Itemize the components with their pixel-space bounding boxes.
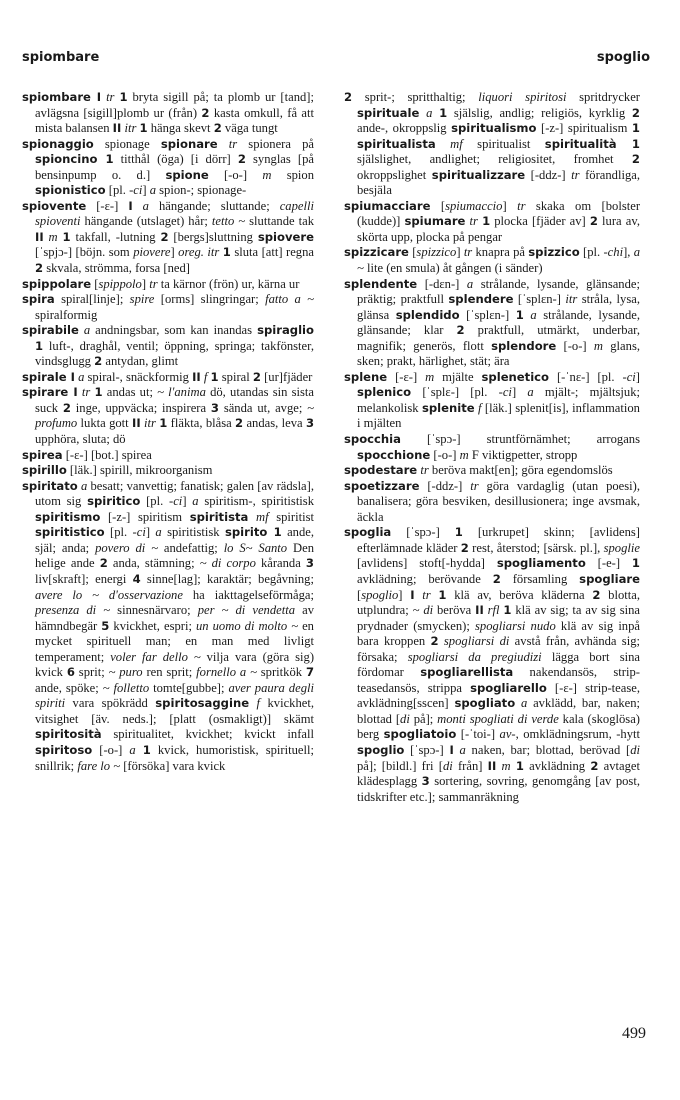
dictionary-entry: splendente [-dɛn-] a strålande, lysande, glänsande; präktig; praktfull splendere [ˈsplɛn-] itr stråla, lysa, glänsa splendido [ˈsplɛn-] 1 a strålande, lysande, glänsande; klar 2 praktfull, utmärkt, underbar, magnifik; generös, flott splendore [-o-] m glans, sken; prakt, härlighet, stät; ära <box>344 276 641 369</box>
dictionary-entry: spiritato a besatt; vanvettig; fanatisk; galen [av rädsla], utom sig spiritico [pl. -ci] a spiritism-, spiritistisk spiritismo [-z-] spiritism spiritista mf spiritist spiritistico [pl. -ci] a spiritistisk spirito 1 ande, själ; anda; povero di ~ andefattig; lo S~ Santo Den helige ande 2 anda, stämning; ~ di corpo kåranda 3 liv[skraft]; energi 4 sinne[lag]; karaktär; begåvning; avere lo ~ d'osservazione ha iakttagelseförmåga; presenza di ~ sinnesnärvaro; per ~ di vendetta av hämndbegär 5 kvickhet, espri; un uomo di molto ~ en mycket spirituell man; en man med livligt temperament; voler far dello ~ vilja vara (göra sig) kvick 6 sprit; ~ puro ren sprit; fornello a ~ spritkök 7 ande, spöke; ~ folletto tomte[gubbe]; aver paura degli spiriti vara spökrädd spiritosaggine f kvickhet, vitsighet [äv. neds.]; [platt (osmakligt)] skämt spiritosità spiritualitet, kvickhet; kvickt infall spiritoso [-o-] a 1 kvick, humoristisk, spirituell; snillrik; fare lo ~ [försöka] vara kvick <box>22 478 315 773</box>
dictionary-entry: spira spiral[linje]; spire [orms] slingringar; fatto a ~ spiralformig <box>22 292 314 322</box>
right-column <box>344 90 640 805</box>
dictionary-entry: spodestare tr beröva makt[en]; göra egendomslös <box>344 463 613 478</box>
dictionary-entry: spoglia [ˈspɔ-] 1 [urkrupet] skinn; [avlidens] efterlämnade kläder 2 rest, återstod; [särsk. pl.], spoglie [avlidens] stoft[-hydda] spogliamento [-e-] 1 avklädning; berövande 2 församling spogliare [spoglio] I tr 1 klä av, beröva kläderna 2 blotta, utplundra; ~ di beröva II rfl 1 klä av sig; ta av sig sina prydnader (smycken); spogliarsi nudo klä av sig inpå bara kroppen 2 spogliarsi di avstå från, avhända sig; försaka; spogliarsi da pregiudizi lägga bort sina fördomar spogliarellista nakendansös, strip-teasedansös, strippa spogliarello [-ɛ-] strip-tease, avklädning[sscen] spogliato a avklädd, bar, naken; blottad [di på]; monti spogliati di verde kala (skoglösa) berg spogliatoio [-ˈtoi-] av-, omklädningsrum, -hytt spoglio [ˈspɔ-] I a naken, bar; blottad, berövad [di på]; [bildl.] fri [di från] II m 1 avklädning 2 avtaget klädesplagg 3 sortering, sovring, genomgång [av post, tidskrifter etc.]; sammanräkning <box>344 525 641 804</box>
dictionary-entry: spirale I a spiral-, snäckformig II f 1 spiral 2 [ur]fjäder <box>22 369 313 384</box>
dictionary-entry: spocchia [ˈspɔ-] struntförnämhet; arrogans spocchione [-o-] m F viktigpetter, stropp <box>344 432 640 462</box>
page-number: 499 <box>622 1025 646 1042</box>
dictionary-entry: spiovente [-ɛ-] I a hängande; sluttande; capelli spioventi hängande (utslaget) hår; tetto ~ sluttande tak II m 1 takfall, -lutning 2 [bergs]sluttning spiovere [ˈspjɔ-] [böjn. som piovere] oreg. itr 1 sluta [att] regna 2 skvala, strömma, forsa [ned] <box>22 198 314 276</box>
dictionary-entry: 2 sprit-; spritthaltig; liquori spiritosi spritdrycker spirituale a 1 själslig, andlig; religiös, kyrklig 2 ande-, okroppslig spiritualismo [-z-] spiritualism 1 spiritualista mf spiritualist spiritualità 1 själslighet, andlighet; religiositet, fromhet 2 okroppslighet spiritualizzare [-ddz-] tr förandliga, besjäla <box>344 90 640 198</box>
dictionary-entry: spionaggio spionage spionare tr spionera på spioncino 1 titthål (öga) [i dörr] 2 synglas [på bensinpump o. d.] spione [-o-] m spion spionistico [pl. -ci] a spion-; spionage- <box>22 136 314 198</box>
dictionary-entry: spirabile a andningsbar, som kan inandas spiraglio 1 luft-, draghål, ventil; öppning, springa; takfönster, vindsglugg 2 antydan, glimt <box>22 323 314 369</box>
left-column <box>22 90 314 774</box>
dictionary-entry: splene [-ɛ-] m mjälte spleneticо [-ˈnɛ-] [pl. -ci] splenico [ˈsplɛ-] [pl. -ci] a mjält-; mjältsjuk; melankolisk splenite f [läk.] splenit[is], inflammation i mjälten <box>344 369 641 431</box>
guide-word-right: spoglio <box>596 50 650 65</box>
dictionary-entry: spirare I tr 1 andas ut; ~ l'anima dö, utandas sin sista suck 2 inge, uppväcka; inspirera 3 sända ut, avge; ~ profumo lukta gott II itr 1 fläkta, blåsa 2 andas, leva 3 upphöra, sluta; dö <box>22 385 315 447</box>
dictionary-entry: spirillo [läk.] spirill, mikroorganism <box>22 463 213 478</box>
dictionary-entry: spizzicare [spizzico] tr knapra på spizzico [pl. -chi], a ~ lite (en smula) åt gången (i sänder) <box>344 245 641 276</box>
dictionary-entry: spippolare [spippolo] tr ta kärnor (frön) ur, kärna ur <box>22 276 300 291</box>
dictionary-entry: spirea [-ɛ-] [bot.] spirea <box>22 447 152 462</box>
dictionary-entry: spiumacciare [spiumaccio] tr skaka om [bolster (kudde)] spiumare tr 1 plocka [fjäder av] 2 lura av, skörta upp, plocka på pengar <box>344 198 641 244</box>
page-header <box>22 40 650 70</box>
dictionary-entry: spoetizzare [-ddz-] tr göra vardaglig (utan poesi), banalisera; göra besviken, desillusionera; inge avsmak, äckla <box>344 478 640 524</box>
dictionary-entry: spiombare I tr 1 bryta sigill på; ta plomb ur [tand]; avlägsna [sigill]plomb ur (från) 2 kasta omkull, få att mista balansen II itr 1 hänga skevt 2 väga tungt <box>22 90 314 136</box>
guide-word-left: spiombare <box>22 50 100 65</box>
